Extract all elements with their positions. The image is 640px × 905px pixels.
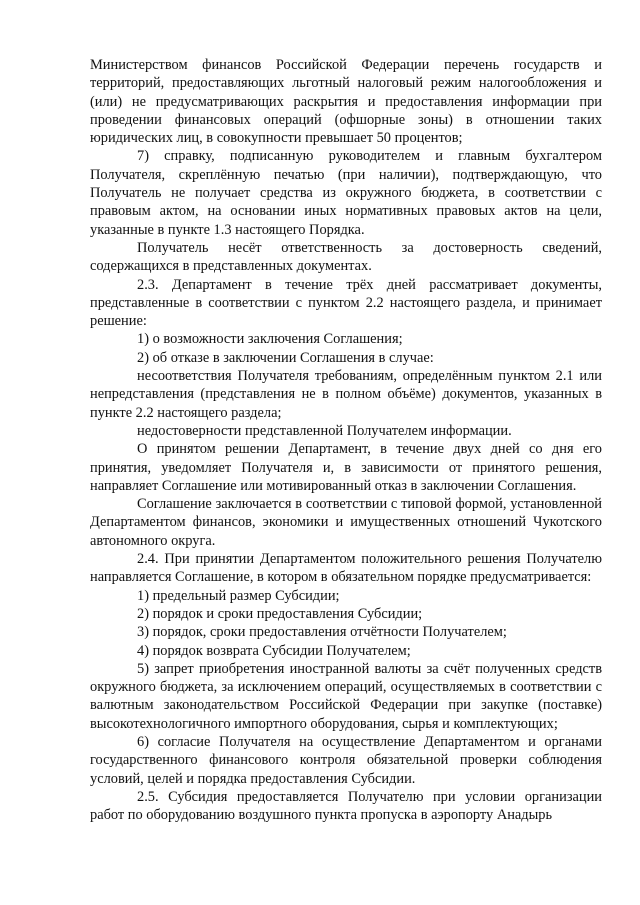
paragraph-2-3: 2.3. Департамент в течение трёх дней рассматривает документы, представленные в соответствии с пунктом 2.2 настоящего раздела, и принимает решение:: [90, 276, 602, 330]
list-item: 1) предельный размер Субсидии;: [137, 587, 340, 604]
paragraph-2-5: 2.5. Субсидия предоставляется Получателю при условии организации работ по оборудованию воздушного пункта пропуска в аэропорту Анадырь: [90, 788, 602, 824]
paragraph-continuation: Министерством финансов Российской Федерации перечень государств и территорий, предоставляющих льготный налоговый режим налогообложения и (или) не предусматривающих раскрытия и предоставления информации при проведении финансовых операций (офшорные зоны) в отношении таких юридических лиц, в совокупности превышает 50 процентов;: [90, 57, 602, 147]
list-item: 5) запрет приобретения иностранной валюты за счёт полученных средств окружного бюджета, за исключением операций, осуществляемых в соответствии с валютным законодательством Российской Федерации при закупке (поставке) высокотехнологичного импортного оборудования, сырья и комплектующих;: [90, 660, 602, 732]
list-item: 2) об отказе в заключении Соглашения в случае:: [137, 349, 434, 366]
paragraph-responsibility: Получатель несёт ответственность за достоверность сведений, содержащихся в представленных документах.: [90, 239, 602, 275]
paragraph-refusal-reason: недостоверности представленной Получателем информации.: [137, 422, 512, 439]
list-item: 4) порядок возврата Субсидии Получателем;: [137, 642, 411, 659]
list-item: 3) порядок, сроки предоставления отчётности Получателем;: [137, 624, 507, 641]
paragraph-item-7: 7) справку, подписанную руководителем и главным бухгалтером Получателя, скреплённую печатью (при наличии), подтверждающую, что Получатель не получает средства из окружного бюджета, в соответствии с правовым актом, на основании иных нормативных правовых актов на цели, указанные в пункте 1.3 настоящего Порядка.: [90, 148, 602, 238]
list-item: 1) о возможности заключения Соглашения;: [137, 331, 403, 348]
paragraph-decision-notice: О принятом решении Департамент, в течение двух дней со дня его принятия, уведомляет Получателя и, в зависимости от принятого решения, направляет Соглашение или мотивированный отказ в заключении Соглашения.: [90, 441, 602, 494]
list-item: 2) порядок и сроки предоставления Субсидии;: [137, 605, 423, 622]
list-item: 6) согласие Получателя на осуществление Департаментом и органами государственного финансового контроля обязательной проверки соблюдения условий, целей и порядка предоставления Субсидии.: [90, 733, 602, 787]
paragraph-agreement-form: Соглашение заключается в соответствии с типовой формой, установленной Департаментом финансов, экономики и имущественных отношений Чукотского автономного округа.: [90, 496, 602, 549]
paragraph-refusal-reason: несоответствия Получателя требованиям, определённым пунктом 2.1 или непредставления (представления не в полном объёме) документов, указанных в пункте 2.2 настоящего раздела;: [90, 368, 602, 421]
paragraph-2-4: 2.4. При принятии Департаментом положительного решения Получателю направляется Соглашение, в котором в обязательном порядке предусматривается:: [90, 551, 602, 586]
